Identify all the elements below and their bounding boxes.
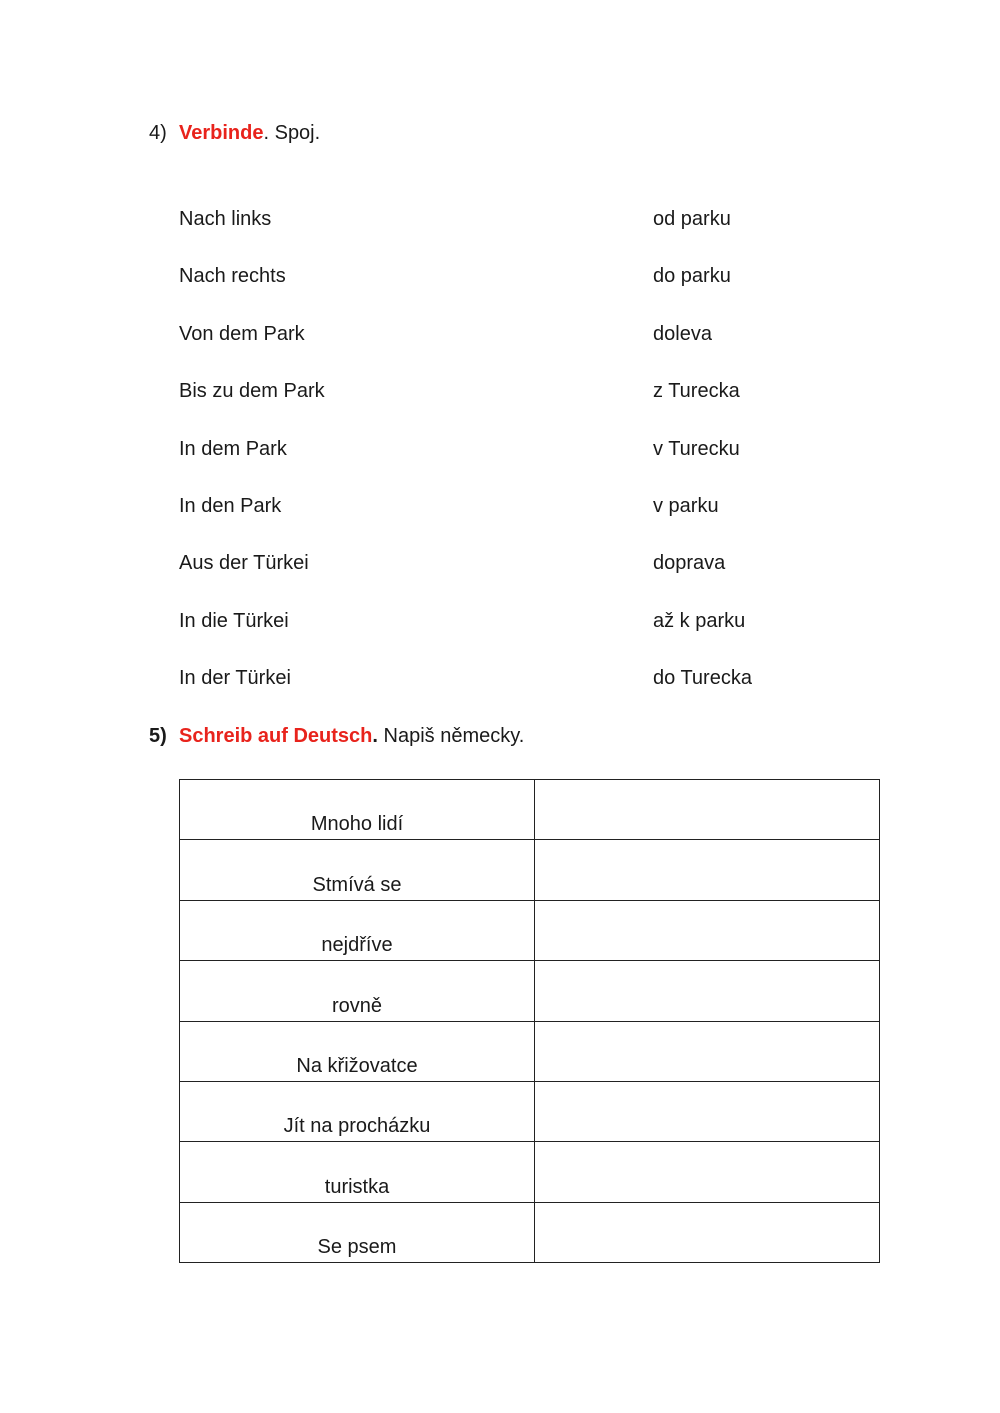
match-right-item[interactable]: do Turecka — [653, 667, 752, 690]
match-right-list — [653, 207, 752, 724]
table-row — [180, 1202, 880, 1262]
match-right-item[interactable]: v Turecku — [653, 437, 740, 460]
section-5-heading — [149, 724, 524, 748]
answer-cell[interactable] — [535, 1021, 880, 1081]
match-right-item[interactable]: z Turecka — [653, 380, 740, 403]
table-row — [180, 1021, 880, 1081]
answer-input[interactable] — [535, 901, 879, 960]
match-left-item[interactable]: Bis zu dem Park — [179, 380, 325, 403]
section-5-title-dot: . — [372, 725, 378, 747]
match-left-item[interactable]: In der Türkei — [179, 667, 291, 690]
section-5-title-schreib: Schreib auf Deutsch — [179, 725, 373, 747]
match-left-item[interactable]: Nach rechts — [179, 265, 286, 288]
answer-input[interactable] — [535, 961, 879, 1020]
match-left-item[interactable]: In die Türkei — [179, 609, 289, 632]
match-left-item[interactable]: Von dem Park — [179, 322, 305, 345]
match-left-list — [179, 207, 325, 724]
answer-input[interactable] — [535, 840, 879, 899]
czech-phrase-cell: Jít na procházku — [180, 1081, 535, 1141]
section-5-title-rest: Napiš německy. — [377, 725, 525, 747]
answer-input[interactable] — [535, 1142, 879, 1201]
section-4-title-verbinde: Verbinde — [179, 122, 264, 144]
answer-input[interactable] — [535, 1082, 879, 1141]
section-4-heading — [149, 121, 320, 145]
match-left-item[interactable]: Nach links — [179, 208, 272, 230]
table-row — [180, 780, 880, 840]
czech-phrase-cell: Mnoho lidí — [180, 780, 535, 840]
czech-phrase-cell: Se psem — [180, 1202, 535, 1262]
answer-cell[interactable] — [535, 961, 880, 1021]
table-row — [180, 961, 880, 1021]
match-right-item[interactable]: do parku — [653, 265, 731, 288]
match-right-item[interactable]: až k parku — [653, 609, 746, 632]
match-right-item[interactable]: doleva — [653, 322, 712, 345]
answer-input[interactable] — [535, 1022, 879, 1081]
answer-cell[interactable] — [535, 900, 880, 960]
answer-cell[interactable] — [535, 1202, 880, 1262]
match-left-item[interactable]: Aus der Türkei — [179, 552, 309, 575]
match-left-item[interactable]: In den Park — [179, 494, 282, 517]
section-5-number: 5) — [149, 725, 167, 747]
czech-phrase-cell: Na křižovatce — [180, 1021, 535, 1081]
answer-cell[interactable] — [535, 1081, 880, 1141]
match-right-item[interactable]: doprava — [653, 552, 726, 575]
answer-cell[interactable] — [535, 780, 880, 840]
answer-input[interactable] — [535, 780, 879, 839]
table-row — [180, 900, 880, 960]
table-row — [180, 840, 880, 900]
answer-cell[interactable] — [535, 1142, 880, 1202]
match-left-item[interactable]: In dem Park — [179, 437, 287, 460]
czech-phrase-cell: rovně — [180, 961, 535, 1021]
czech-phrase-cell: turistka — [180, 1142, 535, 1202]
answer-cell[interactable] — [535, 840, 880, 900]
table-row — [180, 1081, 880, 1141]
czech-phrase-cell: Stmívá se — [180, 840, 535, 900]
answer-input[interactable] — [535, 1203, 879, 1262]
translation-table — [179, 779, 880, 1263]
czech-phrase-cell: nejdříve — [180, 900, 535, 960]
section-4-number: 4) — [149, 122, 167, 144]
match-right-item[interactable]: od parku — [653, 208, 731, 230]
table-row — [180, 1142, 880, 1202]
match-right-item[interactable]: v parku — [653, 494, 719, 517]
section-4-title-rest: . Spoj. — [263, 122, 321, 144]
